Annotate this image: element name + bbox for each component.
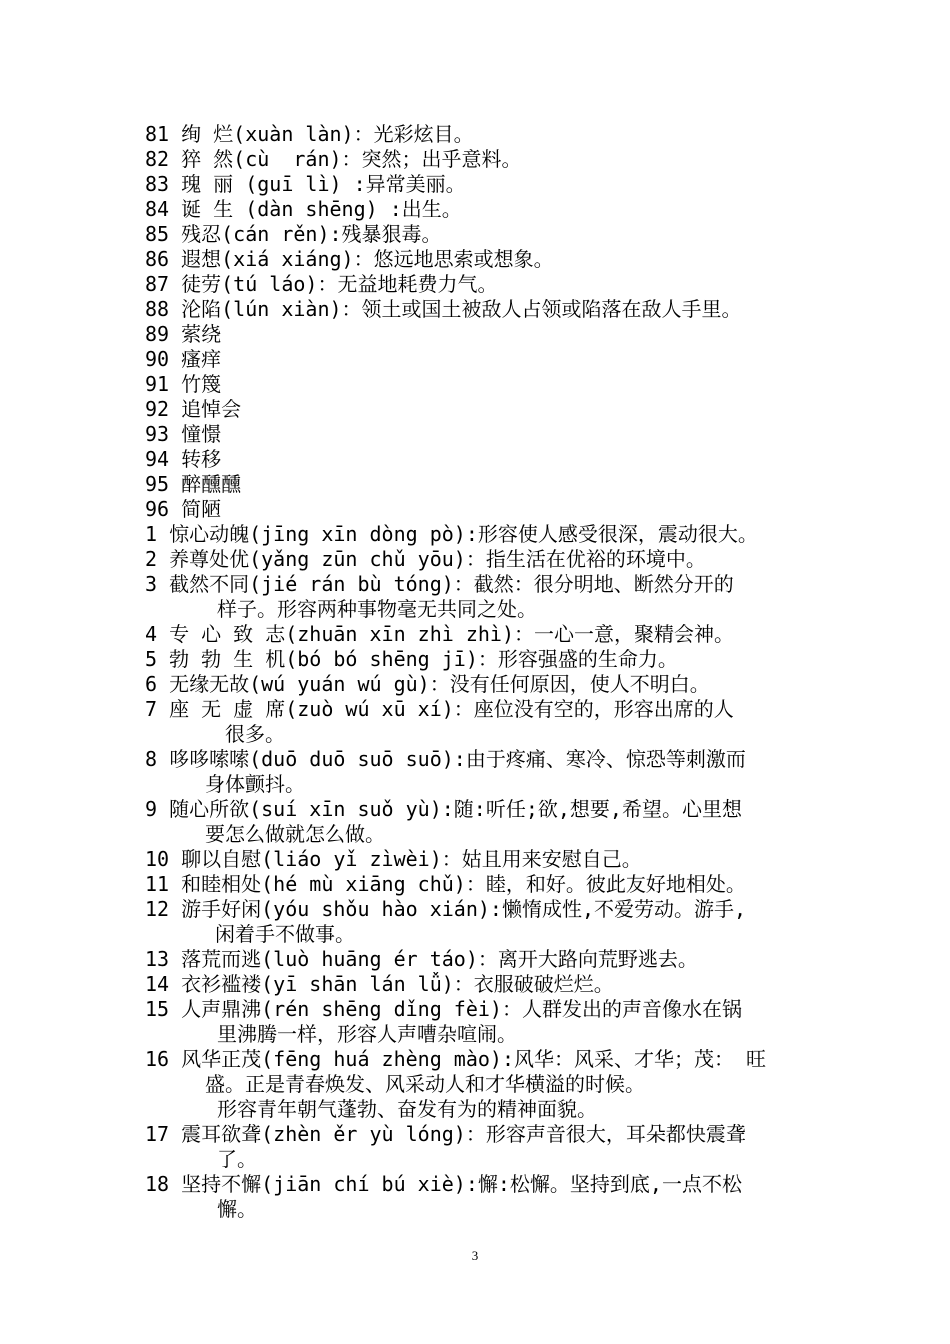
list-item: 7 座 无 虚 席(zuò wú xū xí)：座位没有空的，形容出席的人	[145, 697, 734, 721]
list-item: 8 哆哆嗦嗦(duō duō suō suō):由于疼痛、寒冷、惊恐等刺激而	[145, 747, 746, 771]
list-item-continuation: 盛。正是青春焕发、风采动人和才华横溢的时候。	[205, 1072, 645, 1096]
list-item: 90 瘙痒	[145, 347, 222, 371]
list-item-continuation: 要怎么做就怎么做。	[205, 822, 385, 846]
list-item: 15 人声鼎沸(rén shēng dǐng fèi)：人群发出的声音像水在锅	[145, 997, 742, 1021]
list-item: 94 转移	[145, 447, 222, 471]
list-item: 18 坚持不懈(jiān chí bú xiè):懈:松懈。坚持到底,一点不松	[145, 1172, 742, 1196]
list-item: 4 专 心 致 志(zhuān xīn zhì zhì)：一心一意，聚精会神。	[145, 622, 734, 646]
list-item: 84 诞 生 (dàn shēng) :出生。	[145, 197, 462, 221]
list-item: 87 徒劳(tú láo)：无益地耗费力气。	[145, 272, 498, 296]
list-item: 81 绚 烂(xuàn làn)：光彩炫目。	[145, 122, 474, 146]
list-item: 96 简陋	[145, 497, 222, 521]
list-item-continuation: 很多。	[225, 722, 285, 746]
list-item: 93 憧憬	[145, 422, 222, 446]
vocabulary-list	[145, 122, 813, 1222]
list-item: 1 惊心动魄(jīng xīn dòng pò):形容使人感受很深，震动很大。	[145, 522, 758, 546]
list-item: 91 竹篾	[145, 372, 222, 396]
list-item: 13 落荒而逃(luò huāng ér táo)：离开大路向荒野逃去。	[145, 947, 698, 971]
list-item: 16 风华正茂(fēng huá zhèng mào):风华：风采、才华；茂： 旺	[145, 1047, 767, 1071]
list-item: 95 醉醺醺	[145, 472, 242, 496]
list-item: 2 养尊处优(yǎng zūn chǔ yōu)：指生活在优裕的环境中。	[145, 547, 706, 571]
list-item: 89 萦绕	[145, 322, 222, 346]
list-item: 6 无缘无故(wú yuán wú gù)：没有任何原因，使人不明白。	[145, 672, 710, 696]
list-item: 17 震耳欲聋(zhèn ěr yù lóng)：形容声音很大，耳朵都快震聋	[145, 1122, 746, 1146]
list-item-continuation: 闲着手不做事。	[215, 922, 355, 946]
list-item-continuation: 懈。	[217, 1197, 257, 1221]
list-item: 86 遐想(xiá xiáng)：悠远地思索或想象。	[145, 247, 554, 271]
list-item-continuation: 身体颤抖。	[205, 772, 305, 796]
list-item: 88 沦陷(lún xiàn)：领土或国土被敌人占领或陷落在敌人手里。	[145, 297, 742, 321]
list-item: 3 截然不同(jié rán bù tóng)：截然：很分明地、断然分开的	[145, 572, 734, 596]
page-number: 3	[471, 1248, 479, 1263]
list-item-continuation: 里沸腾一样，形容人声嘈杂喧闹。	[217, 1022, 517, 1046]
list-item-continuation: 样子。形容两种事物毫无共同之处。	[217, 597, 537, 621]
list-item: 82 猝 然(cù rán)：突然；出乎意料。	[145, 147, 522, 171]
list-item: 11 和睦相处(hé mù xiāng chǔ)：睦，和好。彼此友好地相处。	[145, 872, 746, 896]
list-item-continuation: 了。	[217, 1147, 257, 1171]
list-item: 5 勃 勃 生 机(bó bó shēng jī)：形容强盛的生命力。	[145, 647, 678, 671]
list-item: 12 游手好闲(yóu shǒu hào xián):懒惰成性,不爱劳动。游手,	[145, 897, 747, 921]
list-item: 14 衣衫褴褛(yī shān lán lǚ)：衣服破破烂烂。	[145, 972, 614, 996]
list-item: 83 瑰 丽 (guī lì) :异常美丽。	[145, 172, 466, 196]
list-item: 9 随心所欲(suí xīn suǒ yù):随:听任;欲,想要,希望。心里想	[145, 797, 742, 821]
list-item: 10 聊以自慰(liáo yǐ zìwèi)：姑且用来安慰自己。	[145, 847, 642, 871]
list-item-continuation: 形容青年朝气蓬勃、奋发有为的精神面貌。	[217, 1097, 597, 1121]
list-item: 85 残忍(cán rěn):残暴狠毒。	[145, 222, 442, 246]
list-item: 92 追悼会	[145, 397, 242, 421]
